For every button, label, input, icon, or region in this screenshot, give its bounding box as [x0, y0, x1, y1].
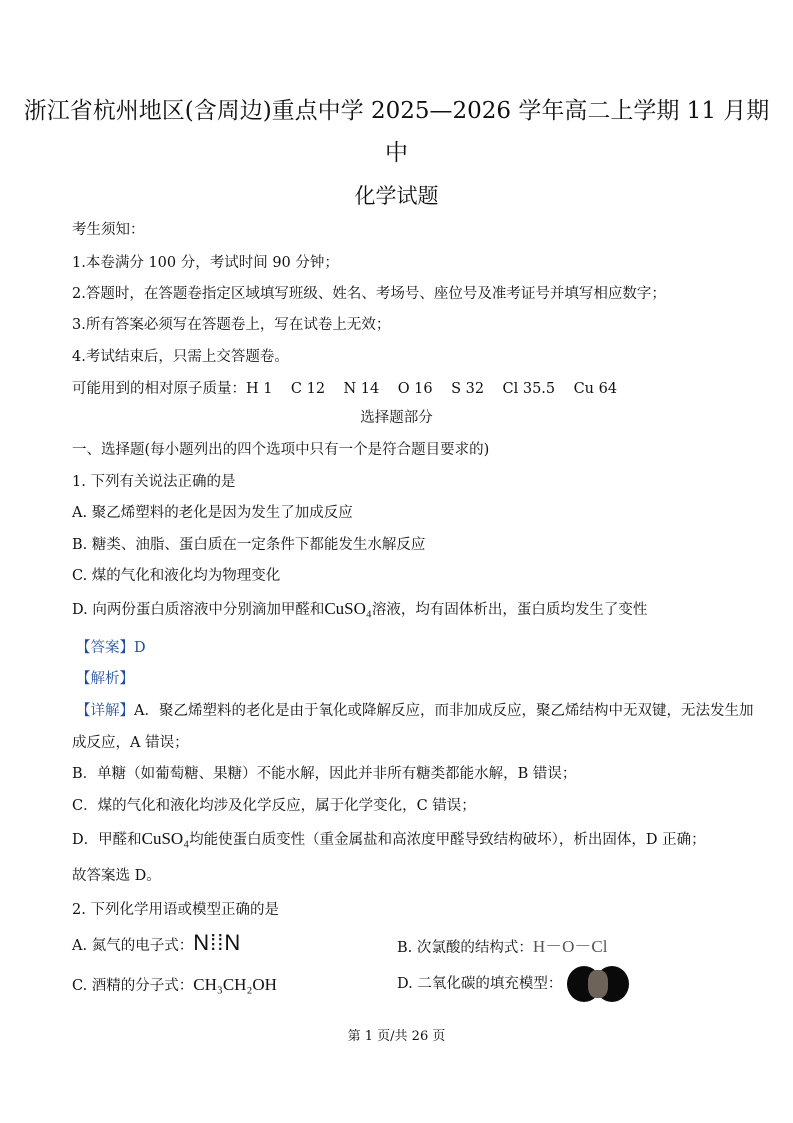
q1-detail-4: C．煤的气化和液化均涉及化学反应，属于化学变化，C 错误；	[72, 798, 476, 814]
q1-option-c: C. 煤的气化和液化均为物理变化	[72, 568, 281, 584]
q1-answer: 【答案】D	[76, 640, 146, 656]
q1-detail-1: 【详解】A．聚乙烯塑料的老化是由于氧化或降解反应，而非加成反应，聚乙烯结构中无双键，无法发生加	[76, 703, 754, 719]
notice-item-2: 2.答题时，在答题卷指定区域填写班级、姓名、考场号、座位号及准考证号并填写相应数字；	[72, 286, 666, 302]
q2-option-b: B. 次氯酸的结构式：H－O－Cl	[397, 937, 608, 956]
q1-option-b: B. 糖类、油脂、蛋白质在一定条件下都能发生水解反应	[72, 537, 426, 553]
q1-detail-2: 成反应，A 错误；	[72, 735, 189, 751]
q1-option-d-post: 溶液，均有固体析出，蛋白质均发生了变性	[371, 602, 648, 618]
exam-title-line1: 浙江省杭州地区(含周边)重点中学 2025—2026 学年高二上学期 11 月期	[23, 98, 770, 124]
notice-item-4: 4.考试结束后，只需上交答题卷。	[72, 349, 289, 365]
atomic-masses: 可能用到的相对原子质量：H 1 C 12 N 14 O 16 S 32 Cl 35.5 Cu 64	[72, 381, 618, 397]
hclo-structure: H－O－Cl	[532, 937, 608, 956]
n2-electron-formula: N⁞⁞N	[193, 930, 242, 955]
q1-detail-3: B．单糖（如葡萄糖、果糖）不能水解，因此并非所有糖类都能水解，B 错误；	[72, 766, 577, 782]
co2-space-filling-model	[567, 966, 629, 1002]
q1-detail-5: D．甲醛和CuSO₄均能使蛋白质变性（重金属盐和高浓度甲醛导致结构破坏），析出固体，D 正确；	[72, 829, 706, 848]
q2-stem: 2. 下列化学用语或模型正确的是	[72, 902, 279, 918]
q2-option-d: D. 二氧化碳的填充模型：	[397, 966, 629, 1002]
q1-option-a: A. 聚乙烯塑料的老化是因为发生了加成反应	[72, 505, 353, 521]
q1-conclusion: 故答案选 D。	[72, 868, 161, 884]
section-heading: 一、选择题(每小题列出的四个选项中只有一个是符合题目要求的)	[72, 442, 490, 458]
subject-title: 化学试题	[354, 184, 439, 208]
cuso4-formula-2: CuSO₄	[141, 829, 190, 848]
page-footer: 第 1 页/共 26 页	[347, 1029, 446, 1044]
detail-tag: 【详解】	[76, 703, 134, 719]
notice-item-1: 1.本卷满分 100 分，考试时间 90 分钟；	[72, 255, 339, 271]
q1-analysis-label: 【解析】	[76, 671, 134, 687]
q1-option-d-pre: D. 向两份蛋白质溶液中分别滴加甲醛和	[72, 602, 325, 618]
q2-option-a: A. 氮气的电子式：N⁞⁞N	[72, 930, 242, 955]
ethanol-formula: CH₃CH₂OH	[193, 975, 277, 994]
q1-stem: 1. 下列有关说法正确的是	[72, 474, 236, 490]
notice-heading: 考生须知：	[72, 222, 145, 238]
cuso4-formula: CuSO₄	[324, 599, 372, 618]
carbon-atom	[588, 970, 608, 998]
part-title: 选择题部分	[360, 410, 433, 426]
q2-option-c: C. 酒精的分子式：CH₃CH₂OH	[72, 975, 277, 994]
q1-option-d	[72, 598, 647, 619]
notice-item-3: 3.所有答案必须写在答题卷上，写在试卷上无效；	[72, 317, 391, 333]
exam-title-line2: 中	[385, 140, 408, 166]
